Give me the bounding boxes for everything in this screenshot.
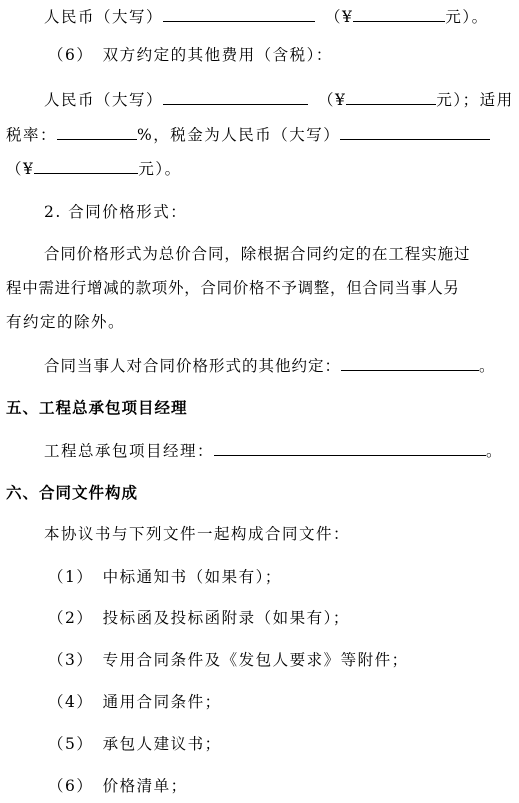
text: 五、工程总承包项目经理: [6, 399, 188, 417]
text: 2. 合同价格形式：: [44, 203, 188, 221]
text: （¥: [6, 160, 35, 178]
text: 合同价格形式为总价合同，除根据合同约定的在工程实施过: [44, 245, 471, 263]
blank-field: [57, 122, 137, 140]
blank-field: [163, 87, 308, 105]
text: 税率：: [6, 126, 58, 144]
text: 。: [479, 357, 496, 375]
paragraph-line: [6, 310, 519, 334]
text: （6） 价格清单；: [48, 777, 188, 795]
paragraph-line: [44, 242, 519, 266]
list-item: [48, 732, 519, 756]
project-manager-line: [44, 438, 519, 463]
text: 人民币（大写）: [44, 91, 164, 109]
text: 工程总承包项目经理：: [44, 442, 215, 460]
blank-field: [34, 156, 138, 174]
section-6-heading: [6, 481, 519, 505]
tax-rate-line: [6, 122, 519, 147]
paragraph-line: [44, 522, 519, 546]
section-2-heading: [44, 200, 519, 224]
text: 合同当事人对合同价格形式的其他约定：: [44, 357, 342, 375]
text: %，税金为人民币（大写）: [137, 126, 341, 144]
list-item: [48, 774, 519, 798]
blank-field: [346, 87, 436, 105]
text: （3） 专用合同条件及《发包人要求》等附件；: [48, 651, 409, 669]
blank-field: [341, 353, 479, 371]
text: 程中需进行增减的款项外，合同价格不予调整，但合同当事人另: [6, 279, 460, 297]
text: （5） 承包人建议书；: [48, 735, 222, 753]
text: 六、合同文件构成: [6, 484, 139, 502]
blank-field: [353, 4, 445, 22]
text: 元）。: [445, 8, 489, 26]
text: （4） 通用合同条件；: [48, 693, 222, 711]
rmb-line-1: [44, 4, 519, 29]
text: 人民币（大写）: [44, 8, 164, 26]
list-item: [48, 606, 519, 630]
other-agreement-line: [44, 353, 519, 378]
text: 本协议书与下列文件一起构成合同文件：: [44, 525, 351, 543]
rmb-line-2: [44, 87, 519, 112]
blank-field: [163, 4, 315, 22]
text: （¥: [318, 91, 347, 109]
item-6-other-fees: [48, 43, 519, 67]
text: 元）。: [138, 160, 182, 178]
list-item: [48, 648, 519, 672]
list-item: [48, 565, 519, 589]
section-5-heading: [6, 396, 519, 420]
yen-line: [6, 156, 519, 181]
list-item: [48, 690, 519, 714]
text: （¥: [325, 8, 354, 26]
text: 元）；适用: [436, 91, 514, 109]
text: （1） 中标通知书（如果有）；: [48, 568, 282, 586]
blank-field: [340, 122, 490, 140]
text: 有约定的除外。: [6, 313, 126, 331]
text: （6） 双方约定的其他费用（含税）：: [48, 46, 333, 64]
blank-field: [214, 438, 486, 456]
paragraph-line: [6, 276, 519, 300]
text: 。: [486, 442, 504, 460]
text: （2） 投标函及投标函附录（如果有）；: [48, 609, 350, 627]
